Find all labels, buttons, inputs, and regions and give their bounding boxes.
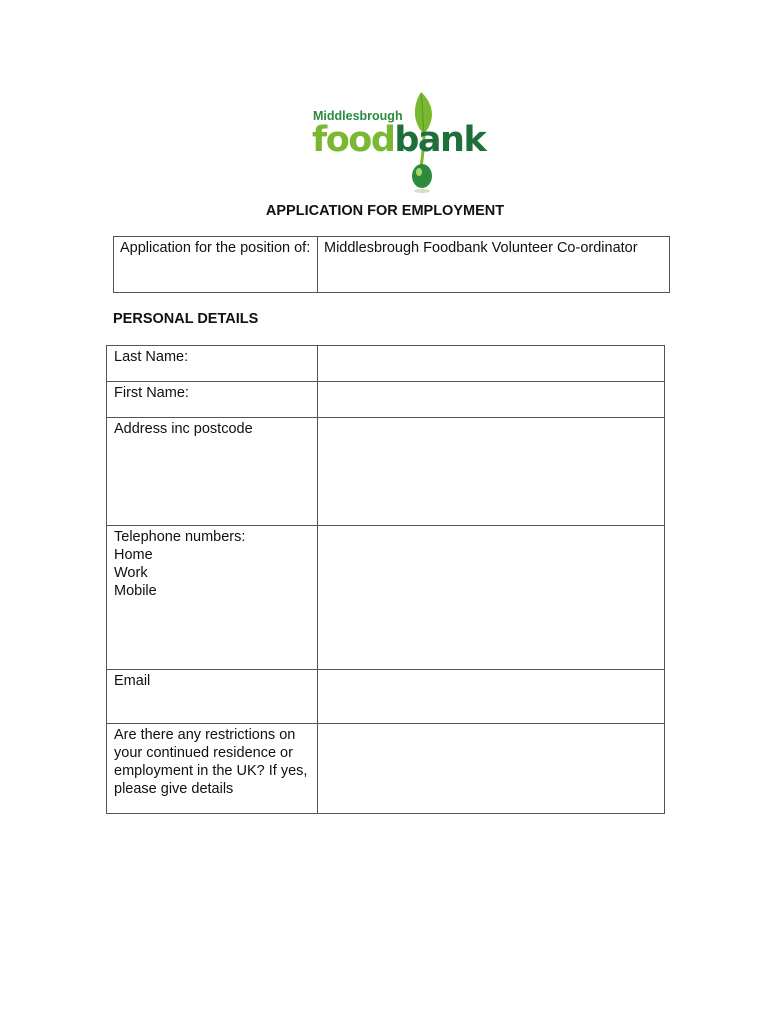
- position-value-cell[interactable]: [318, 237, 670, 293]
- phone-home-label: Home: [114, 547, 153, 563]
- logo-place-name: Middlesbrough: [313, 109, 403, 123]
- address-field[interactable]: [318, 418, 665, 526]
- last-name-label-cell: [107, 346, 318, 382]
- email-label: Email: [114, 673, 151, 689]
- personal-details-heading: PERSONAL DETAILS: [113, 311, 259, 327]
- address-label: Address inc postcode: [114, 421, 253, 437]
- email-field[interactable]: [318, 670, 665, 724]
- personal-details-table: [106, 345, 665, 814]
- last-name-label: Last Name:: [114, 349, 189, 365]
- position-table: [113, 236, 670, 293]
- restrictions-field[interactable]: [318, 724, 665, 814]
- logo-word-bank: bank: [394, 120, 486, 160]
- last-name-field[interactable]: [318, 346, 665, 382]
- first-name-field[interactable]: [318, 382, 665, 418]
- position-label: Application for the position of:: [120, 240, 311, 256]
- address-label-cell: [107, 418, 318, 526]
- telephone-label: Telephone numbers:: [114, 529, 246, 545]
- first-name-label-cell: [107, 382, 318, 418]
- logo-wordmark: [312, 120, 485, 160]
- document-title: APPLICATION FOR EMPLOYMENT: [265, 203, 505, 219]
- phone-mobile-label: Mobile: [114, 583, 157, 599]
- first-name-label: First Name:: [114, 385, 189, 401]
- position-label-cell: [114, 237, 318, 293]
- restrictions-label: Are there any restrictions on your continued residence or employment in the UK? If yes, please give details: [114, 727, 308, 797]
- phone-work-label: Work: [114, 565, 148, 581]
- logo-word-food: food: [312, 120, 395, 160]
- telephone-field[interactable]: [318, 526, 665, 670]
- foodbank-logo: [312, 90, 486, 196]
- restrictions-label-cell: [107, 724, 318, 814]
- telephone-label-cell: [107, 526, 318, 670]
- position-value: Middlesbrough Foodbank Volunteer Co-ordinator: [324, 240, 638, 256]
- email-label-cell: [107, 670, 318, 724]
